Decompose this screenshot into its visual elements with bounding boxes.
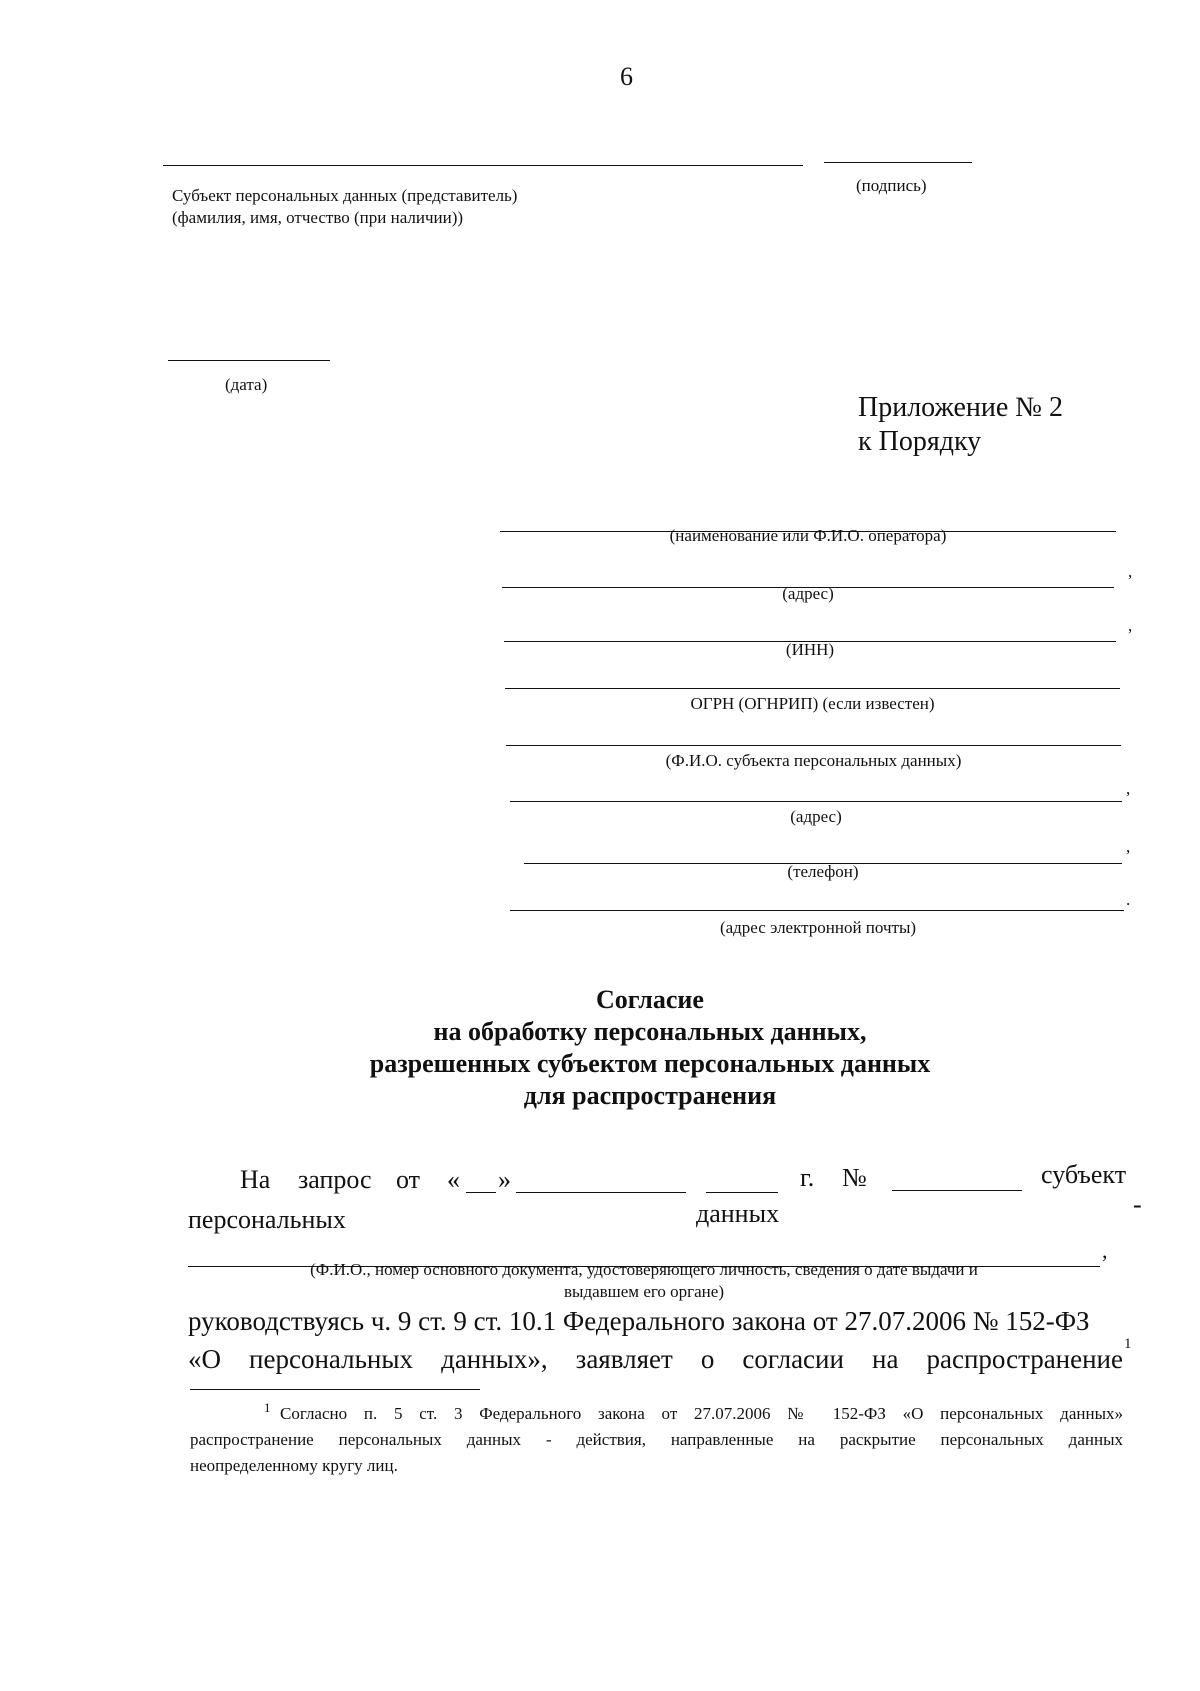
subject-label: Субъект персональных данных (представитель) — [172, 186, 518, 205]
request-no: № — [842, 1163, 867, 1192]
request-quote-close: » — [498, 1165, 511, 1194]
law-line-1: руководствуясь ч. 9 ст. 9 ст. 10.1 Федерального закона от 27.07.2006 № 152-ФЗ — [188, 1306, 1090, 1336]
request-day-blank[interactable] — [466, 1192, 496, 1193]
appendix-subtitle: к Порядку — [858, 426, 982, 457]
operator-address-comma: , — [1128, 562, 1133, 581]
law-line-2: «О персональных данных», заявляет о согласии на распространение — [188, 1344, 1123, 1374]
inn-comma: , — [1128, 616, 1133, 635]
request-g: г. — [800, 1163, 815, 1192]
fio-underline — [163, 165, 803, 166]
title-line-3: разрешенных субъектом персональных данных — [369, 1049, 931, 1078]
footnote-reference: 1 — [1124, 1336, 1132, 1352]
page-number: 6 — [620, 62, 633, 91]
footnote-mark: 1 — [264, 1400, 271, 1415]
email-period: . — [1126, 890, 1131, 909]
inn-label: (ИНН) — [785, 640, 835, 659]
request-quote-open: « — [447, 1165, 460, 1194]
subject-fio-label: (Ф.И.О. субъекта персональных данных) — [665, 751, 962, 770]
fio-document-label-2: выдавшем его органе) — [564, 1282, 724, 1301]
operator-address-label: (адрес) — [782, 584, 834, 603]
fio-document-comma: , — [1102, 1238, 1108, 1263]
subject-address-label: (адрес) — [790, 807, 842, 826]
footnote-line-3: неопределенному кругу лиц. — [190, 1456, 398, 1475]
email-underline — [510, 910, 1124, 911]
personal-word: персональных — [188, 1205, 346, 1234]
fio-label: (фамилия, имя, отчество (при наличии)) — [172, 208, 464, 227]
subject-address-underline — [510, 801, 1122, 802]
request-month-blank[interactable] — [516, 1192, 686, 1193]
subject-fio-underline — [506, 745, 1121, 746]
request-subject: субъект — [1041, 1160, 1127, 1189]
footnote-line-1: Согласно п. 5 ст. 3 Федерального закона от 27.07.2006 № 152-ФЗ «О персональных данных» — [280, 1404, 1123, 1423]
subject-address-comma: , — [1126, 779, 1131, 798]
operator-name-label: (наименование или Ф.И.О. оператора) — [669, 526, 947, 545]
request-ot: от — [396, 1165, 421, 1194]
footnote-separator — [190, 1389, 480, 1390]
ogrn-underline — [505, 688, 1120, 689]
request-na: На — [240, 1165, 271, 1194]
document-title: Согласие — [596, 985, 704, 1014]
dash: - — [1133, 1190, 1142, 1219]
data-word: данных — [696, 1199, 780, 1228]
signature-label: (подпись) — [856, 176, 927, 195]
fio-document-label-1: (Ф.И.О., номер основного документа, удостоверяющего личность, сведения о дате выдачи и — [310, 1260, 978, 1279]
signature-underline — [824, 162, 972, 163]
date-underline — [168, 360, 330, 361]
request-number-blank[interactable] — [892, 1190, 1022, 1191]
title-line-2: на обработку персональных данных, — [433, 1017, 867, 1046]
request-year-blank[interactable] — [706, 1192, 778, 1193]
appendix-title: Приложение № 2 — [858, 392, 1063, 423]
request-zapros: запрос — [298, 1165, 372, 1194]
footnote-line-2: распространение персональных данных - действия, направленные на раскрытие персональных данных — [190, 1430, 1123, 1449]
phone-label: (телефон) — [787, 862, 859, 881]
title-line-4: для распространения — [523, 1081, 777, 1110]
ogrn-label: ОГРН (ОГНРИП) (если известен) — [690, 694, 935, 713]
date-label: (дата) — [225, 375, 268, 394]
email-label: (адрес электронной почты) — [719, 918, 917, 937]
phone-comma: , — [1126, 837, 1131, 856]
